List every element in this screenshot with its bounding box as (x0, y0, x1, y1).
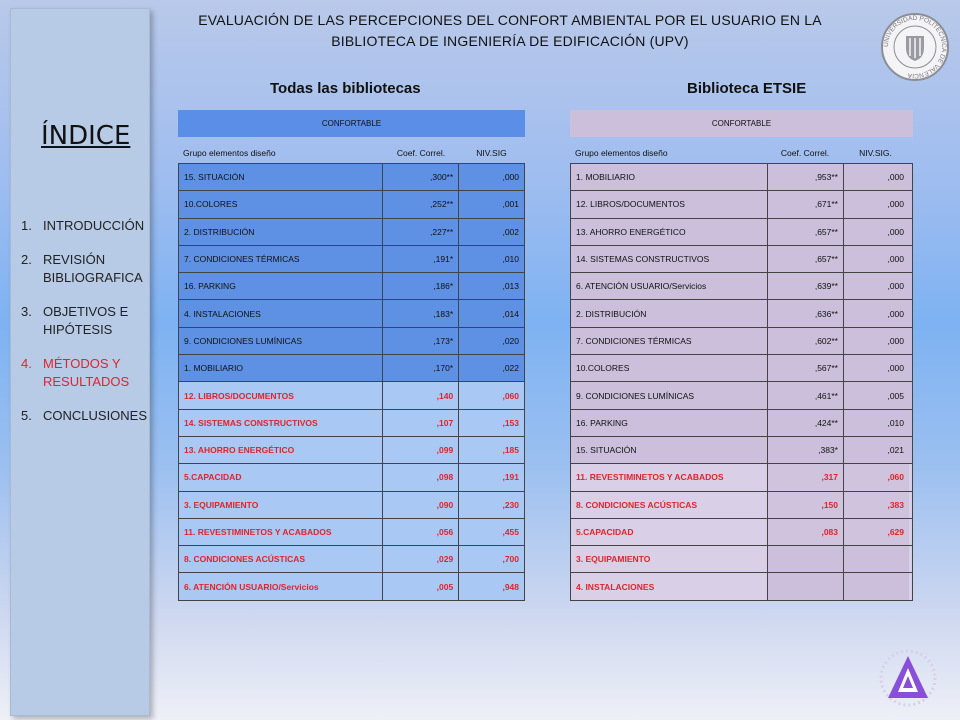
coef-cell (768, 573, 844, 599)
menu-item-label: REVISIÓN BIBLIOGRAFICA (43, 252, 143, 285)
sig-cell: ,010 (502, 254, 519, 265)
group-cell: 6. ATENCIÓN USUARIO/Servicios (571, 273, 768, 299)
sig-cell: ,185 (502, 445, 519, 456)
menu-item-label: MÉTODOS Y RESULTADOS (43, 356, 130, 389)
group-cell: 13. AHORRO ENERGÉTICO (179, 437, 383, 463)
group-cell: 12. LIBROS/DOCUMENTOS (571, 191, 768, 217)
sig-cell: ,005 (887, 390, 904, 401)
group-cell: 14. SISTEMAS CONSTRUCTIVOS (179, 410, 383, 436)
menu-item-objetivos[interactable] (21, 303, 151, 339)
sig-cell: ,010 (887, 417, 904, 428)
group-cell: 2. DISTRIBUCIÓN (179, 219, 383, 245)
coef-cell: ,300** (383, 164, 459, 190)
table-row (571, 437, 912, 464)
sig-cell: ,000 (887, 254, 904, 265)
table-row (571, 492, 912, 519)
table-row (571, 191, 912, 218)
table-row (571, 328, 912, 355)
menu-item-label: OBJETIVOS E HIPÓTESIS (43, 304, 129, 337)
group-cell: 16. PARKING (571, 410, 768, 436)
group-cell: 1. MOBILIARIO (179, 355, 383, 381)
sig-cell (844, 546, 909, 572)
sig-cell: ,000 (887, 172, 904, 183)
group-cell: 8. CONDICIONES ACÚSTICAS (571, 492, 768, 518)
group-cell: 15. SITUACIÓN (571, 437, 768, 463)
index-title: ÍNDICE (41, 121, 131, 151)
all-libraries-table (178, 110, 525, 601)
coef-cell: ,227** (383, 219, 459, 245)
group-cell: 10.COLORES (179, 191, 383, 217)
coef-cell: ,317 (768, 464, 844, 490)
sig-cell: ,020 (502, 335, 519, 346)
coef-cell: ,953** (768, 164, 844, 190)
coef-cell (768, 546, 844, 572)
coef-cell: ,383* (768, 437, 844, 463)
table-row (179, 492, 524, 519)
school-logo (870, 648, 945, 708)
table-row (571, 573, 912, 600)
coef-cell: ,029 (383, 546, 459, 572)
left-section-title: Todas las bibliotecas (270, 80, 421, 97)
coef-cell: ,602** (768, 328, 844, 354)
header-coef: Coef. Correl. (396, 148, 446, 158)
menu-item-conclusiones[interactable] (21, 407, 151, 425)
sig-cell (844, 573, 909, 599)
coef-cell: ,657** (768, 246, 844, 272)
menu-item-number: 2. (21, 252, 32, 267)
table-row (179, 464, 524, 491)
table-row (179, 546, 524, 573)
sig-cell: ,153 (502, 417, 519, 428)
table-row (179, 437, 524, 464)
table-row (179, 300, 524, 327)
table-row (179, 382, 524, 409)
sig-cell: ,191 (502, 472, 519, 483)
right-section-title: Biblioteca ETSIE (687, 80, 807, 97)
coef-cell: ,098 (383, 464, 459, 490)
table-body (178, 163, 525, 601)
group-cell: 8. CONDICIONES ACÚSTICAS (179, 546, 383, 572)
table-row (571, 273, 912, 300)
menu-item-revision[interactable] (21, 251, 151, 287)
group-cell: 16. PARKING (179, 273, 383, 299)
coef-cell: ,173* (383, 328, 459, 354)
group-cell: 11. REVESTIMINETOS Y ACABADOS (179, 519, 383, 545)
table-row (179, 519, 524, 546)
sig-cell: ,060 (844, 464, 909, 490)
coef-cell: ,090 (383, 492, 459, 518)
coef-cell: ,252** (383, 191, 459, 217)
coef-cell: ,140 (383, 382, 459, 408)
group-cell: 5.CAPACIDAD (179, 464, 383, 490)
sig-cell: ,700 (502, 554, 519, 565)
group-cell: 15. SITUACIÓN (179, 164, 383, 190)
title-line-2: BIBLIOTECA DE INGENIERÍA DE EDIFICACIÓN (UPV) (331, 33, 689, 49)
table-row (571, 410, 912, 437)
coef-cell: ,636** (768, 300, 844, 326)
header-group: Grupo elementos diseño (183, 148, 276, 158)
group-cell: 12. LIBROS/DOCUMENTOS (179, 382, 383, 408)
menu-item-label: CONCLUSIONES (43, 408, 148, 423)
header-sig: NIV.SIG. (859, 148, 892, 158)
header-sig: NIV.SIG (476, 148, 507, 158)
menu-item-introduccion[interactable] (21, 217, 151, 235)
sig-cell: ,000 (502, 172, 519, 183)
sig-cell: ,230 (502, 499, 519, 510)
sig-cell: ,383 (844, 492, 909, 518)
table-row (179, 191, 524, 218)
sig-cell: ,000 (887, 281, 904, 292)
page-title (190, 10, 830, 52)
sig-cell: ,013 (502, 281, 519, 292)
group-cell: 11. REVESTIMINETOS Y ACABADOS (571, 464, 768, 490)
sig-cell: ,014 (502, 308, 519, 319)
group-cell: 9. CONDICIONES LUMÍNICAS (571, 382, 768, 408)
coef-cell: ,150 (768, 492, 844, 518)
group-cell: 13. AHORRO ENERGÉTICO (571, 219, 768, 245)
header-coef: Coef. Correl. (780, 148, 830, 158)
title-line-1: EVALUACIÓN DE LAS PERCEPCIONES DEL CONFORT AMBIENTAL POR EL USUARIO EN LA (198, 12, 822, 28)
coef-cell: ,083 (768, 519, 844, 545)
group-cell: 9. CONDICIONES LUMÍNICAS (179, 328, 383, 354)
table-row (571, 382, 912, 409)
university-seal-logo (880, 12, 950, 82)
group-cell: 4. INSTALACIONES (571, 573, 768, 599)
index-menu (21, 217, 151, 441)
table-body (570, 163, 913, 601)
group-cell: 14. SISTEMAS CONSTRUCTIVOS (571, 246, 768, 272)
group-cell: 7. CONDICIONES TÉRMICAS (179, 246, 383, 272)
coef-cell: ,170* (383, 355, 459, 381)
seal-text: UNIVERSIDAD POLITÉCNICA DE VALENCIA (882, 14, 948, 80)
menu-item-number: 3. (21, 304, 32, 319)
table-row (179, 246, 524, 273)
coef-cell: ,183* (383, 300, 459, 326)
sig-cell: ,455 (502, 527, 519, 537)
group-cell: 6. ATENCIÓN USUARIO/Servicios (179, 573, 383, 599)
table-row (179, 219, 524, 246)
table-row (571, 464, 912, 491)
coef-cell: ,056 (383, 519, 459, 545)
table-row (571, 164, 912, 191)
sig-cell: ,000 (887, 308, 904, 319)
menu-item-number: 5. (21, 408, 32, 423)
coef-cell: ,424** (768, 410, 844, 436)
coef-cell: ,657** (768, 219, 844, 245)
table-row (179, 273, 524, 300)
table-row (571, 519, 912, 546)
sig-cell: ,002 (502, 226, 519, 237)
sig-cell: ,022 (502, 363, 519, 374)
sig-cell: ,000 (887, 226, 904, 237)
table-header (178, 143, 525, 163)
sig-cell: ,948 (502, 581, 519, 592)
coef-cell: ,671** (768, 191, 844, 217)
menu-item-label: INTRODUCCIÓN (43, 218, 145, 233)
confortable-band: CONFORTABLE (178, 110, 525, 137)
header-group: Grupo elementos diseño (575, 148, 668, 158)
coef-cell: ,099 (383, 437, 459, 463)
sidebar-panel (10, 8, 150, 716)
sig-cell: ,021 (887, 445, 904, 456)
coef-cell: ,186* (383, 273, 459, 299)
menu-item-metodos[interactable] (21, 355, 151, 391)
coef-cell: ,461** (768, 382, 844, 408)
coef-cell: ,191* (383, 246, 459, 272)
sig-cell: ,629 (844, 519, 909, 545)
coef-cell: ,107 (383, 410, 459, 436)
group-cell: 7. CONDICIONES TÉRMICAS (571, 328, 768, 354)
group-cell: 3. EQUIPAMIENTO (179, 492, 383, 518)
table-row (571, 246, 912, 273)
table-row (179, 410, 524, 437)
table-row (179, 164, 524, 191)
coef-cell: ,567** (768, 355, 844, 381)
sig-cell: ,000 (887, 335, 904, 346)
sig-cell: ,060 (502, 390, 519, 401)
table-row (179, 355, 524, 382)
table-row (571, 546, 912, 573)
sig-cell: ,001 (502, 199, 519, 210)
group-cell: 2. DISTRIBUCIÓN (571, 300, 768, 326)
group-cell: 5.CAPACIDAD (571, 519, 768, 545)
etsie-library-table (570, 110, 913, 601)
sig-cell: ,000 (887, 199, 904, 210)
coef-cell: ,639** (768, 273, 844, 299)
table-row (179, 573, 524, 600)
group-cell: 10.COLORES (571, 355, 768, 381)
table-header (570, 143, 913, 163)
menu-item-number: 1. (21, 218, 32, 233)
confortable-band: CONFORTABLE (570, 110, 913, 137)
table-row (571, 219, 912, 246)
table-row (179, 328, 524, 355)
table-row (571, 355, 912, 382)
table-row (571, 300, 912, 327)
coef-cell: ,005 (383, 573, 459, 599)
group-cell: 1. MOBILIARIO (571, 164, 768, 190)
sig-cell: ,000 (887, 363, 904, 374)
menu-item-number: 4. (21, 356, 32, 371)
group-cell: 3. EQUIPAMIENTO (571, 546, 768, 572)
group-cell: 4. INSTALACIONES (179, 300, 383, 326)
